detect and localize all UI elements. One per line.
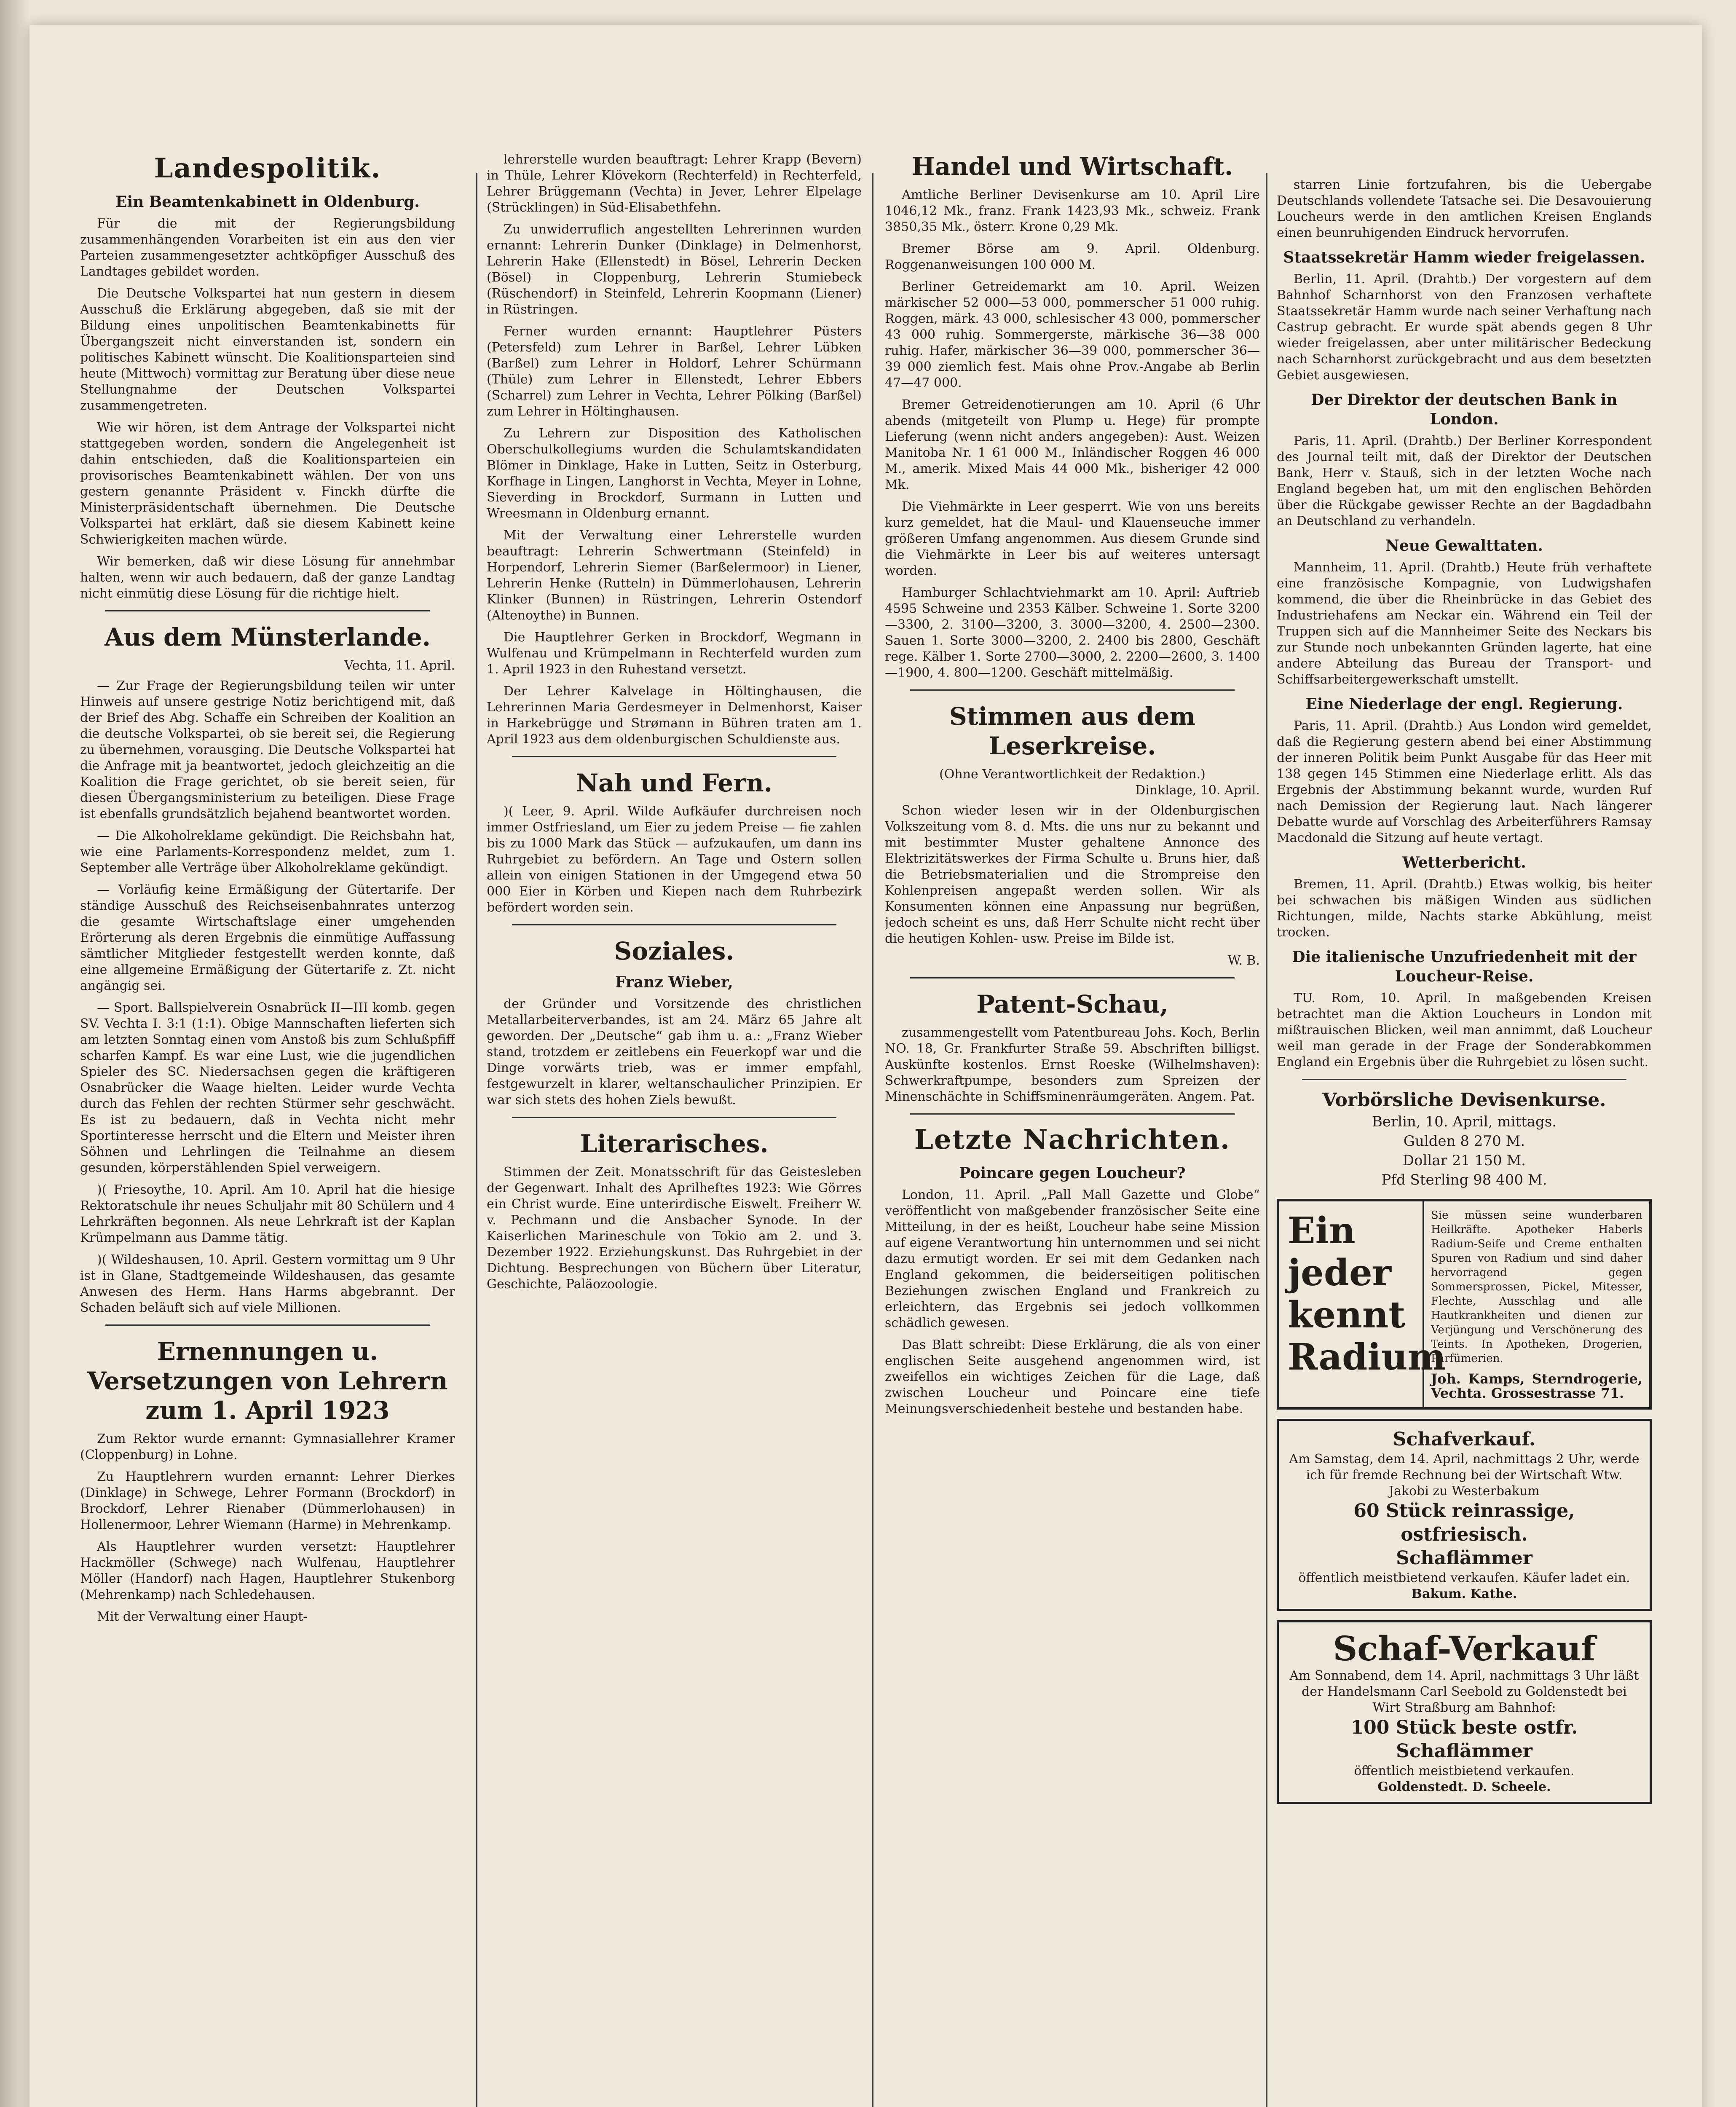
article-paragraph: Mannheim, 11. April. (Drahtb.) Heute früh verhaftete eine französische Kompagnie, von Ludwigshafen kommend, die über die Rheinbrücke in das Gebiet des Industriehafens am Neckar ein. Während ein Teil der Truppen sich auf die Mannheimer Seite des Neckars bis zur Stunde noch unbekannten Gründen lagerte, hat eine andere Abteilung das Bureau der Transport- und Schiffsarbeitergewerkschaft umstellt. — [1277, 560, 1652, 687]
article-paragraph: zusammengestellt vom Patentbureau Johs. Koch, Berlin NO. 18, Gr. Frankfurter Straße 59. Abschriften billigst. Auskünfte kostenlos. Ernst Roeske (Wilhelmshaven): Schwerkraftpumpe, besonders zum Spreizen der Minenschächte in Schiffsminenräumgeräten. Angem. Pat. — [885, 1025, 1260, 1104]
article-paragraph: London, 11. April. „Pall Mall Gazette und Globe“ veröffentlicht von maßgebender französischer Seite eine Mitteilung, in der es heißt, Loucheur habe seine Mission auf eigene Verantwortung hin unternommen und sei nicht dazu ermutigt worden. Er sei mit dem Gedanken nach England gekommen, die beiderseitigen politischen Beziehungen zwischen England und Frankreich zu erleichtern, das Ergebnis sei jedoch vollkommen schädlich gewesen. — [885, 1188, 1260, 1330]
article-paragraph: — Zur Frage der Regierungsbildung teilen wir unter Hinweis auf unsere gestrige Notiz berichtigend mit, daß der Brief des Abg. Schaffe ein Schreiben der Koalition an die deutsche Volkspartei, ob sie bereit sei, die Regierung zu übernehmen, vorausging. Die Deutsche Volkspartei hat die Anfrage mit ja beantwortet, jedoch gleichzeitig an die Koalition die Frage gerichtet, ob sie bereit seien, für diesen Übergangsministerium zu beteiligen. Diese Frage ist ebenfalls grundsätzlich bejahend beantwortet worden. — [80, 678, 455, 821]
article-heading: Der Direktor der deutschen Bank in London. — [1311, 391, 1618, 428]
article-paragraph: Der Lehrer Kalvelage in Höltinghausen, die Lehrerinnen Maria Gerdesmeyer in Delmenhorst, Kaiser in Harkebrügge und Strømann in Bühren traten am 1. April 1923 aus dem oldenburgischen Schuldienste aus. — [487, 684, 862, 747]
article-heading: Eine Niederlage der engl. Regierung. — [1305, 695, 1623, 713]
article-paragraph: )( Leer, 9. April. Wilde Aufkäufer durchreisen noch immer Ostfriesland, um Eier zu jedem Preise — fie zahlen bis zu 1000 Mark das Stück — aufzukaufen, um dann ins Ruhrgebiet zu befördern. An Tage und Ostern sollen allein von einigen Stationen in der Umgegend etwa 50 000 Eier in Körben und Kiepen nach dem Ruhrbezirk befördert worden sein. — [487, 804, 862, 915]
sheep-sale-advertisement-1 — [1277, 1419, 1652, 1611]
article-paragraph: lehrerstelle wurden beauftragt: Lehrer Krapp (Bevern) in Thüle, Lehrer Klövekorn (Rechterfeld) in Rechterfeld, Lehrer Brüggemann (Vechta) in Jever, Lehrer Elpelage (Strücklingen) in Süd-Elisabethfehn. — [487, 152, 862, 215]
sheep-sale-advertisement-2 — [1277, 1620, 1652, 1804]
article-paragraph: der Gründer und Vorsitzende des christlichen Metallarbeiterverbandes, ist am 24. März 65 Jahre alt geworden. Der „Deutsche“ gab ihm u. a.: „Franz Wieber stand, trotzdem er zeitlebens ein Feuerkopf war und die Dinge vorwärts trieb, was er immer empfahl, festgewurzelt in klarer, weltanschaulicher Prinzipien. Er war sich stets des hohen Ziels bewußt. — [487, 997, 862, 1107]
article-subheading: Franz Wieber, — [615, 973, 733, 991]
ad-highlight: 100 Stück beste ostfr. Schaflämmer — [1350, 1717, 1578, 1762]
article-paragraph: Bremer Getreidenotierungen am 10. April (6 Uhr abends (mitgeteilt von Plump u. Hege) für prompte Lieferung (wenn nicht anders angegeben): Aust. Weizen Manitoba Nr. 1 61 000 M., Inländischer Roggen 46 000 M., amerik. Mixed Mais 44 000 Mk., bisheriger 42 000 Mk. — [885, 397, 1260, 492]
article-paragraph: Berliner Getreidemarkt am 10. April. Weizen märkischer 52 000—53 000, pommerscher 51 000 ruhig. Roggen, märk. 43 000, schlesischer 43 000, pommerscher 43 000 ruhig. Sommergerste, märkische 36—38 000 ruhig. Hafer, märkischer 36—39 000, pommerscher 36—39 000 ziemlich fest. Mais ohne Prov.-Angabe ab Berlin 47—47 000. — [885, 279, 1260, 390]
ad-subhighlight: Schaflämmer — [1396, 1547, 1532, 1569]
separator — [1302, 1079, 1626, 1080]
column-1 — [80, 152, 455, 2107]
article-paragraph: Die Hauptlehrer Gerken in Brockdorf, Wegmann in Wulfenau und Krümpelmann in Rechterfeld wurden zum 1. April 1923 in den Ruhestand versetzt. — [487, 630, 862, 677]
radium-ad-shop: Joh. Kamps, Sterndrogerie, Vechta. Grossestrasse 71. — [1431, 1371, 1642, 1401]
separator — [105, 1324, 430, 1326]
ad-text: öffentlich meistbietend verkaufen. Käufer ladet ein. — [1298, 1571, 1630, 1585]
separator — [105, 610, 430, 611]
article-paragraph: Ferner wurden ernannt: Hauptlehrer Püsters (Petersfeld) zum Lehrer in Barßel, Lehrer Lübken (Barßel) zum Lehrer in Holdorf, Lehrer Schürmann (Thüle) zum Lehrer in Ellenstedt, Lehrer Ebbers (Scharrel) zum Lehrer in Vechta, Lehrer Pölking (Barßel) zum Lehrer in Höltinghausen. — [487, 324, 862, 419]
article-paragraph: Das Blatt schreibt: Diese Erklärung, die als von einer englischen Seite ausgehend angenommen wird, ist zweifellos ein wichtiges Zeichen für die Lage, daß zwischen Loucheur und Poincare eine tiefe Meinungsverschiedenheit bestehe und bestanden habe. — [885, 1338, 1260, 1416]
section-heading-literarisches: Literarisches. — [580, 1129, 769, 1158]
exchange-rate-row: Dollar 21 150 M. — [1402, 1152, 1526, 1169]
separator — [512, 756, 836, 757]
radium-advertisement — [1277, 1199, 1652, 1410]
exchange-rate-row: Pfd Sterling 98 400 M. — [1381, 1171, 1547, 1188]
section-heading-leserkreise: Stimmen aus dem Leserkreise. — [949, 702, 1196, 760]
article-heading: Staatssekretär Hamm wieder freigelassen. — [1283, 249, 1645, 266]
signature: W. B. — [1227, 953, 1260, 968]
section-heading-handel: Handel und Wirtschaft. — [911, 152, 1233, 181]
article-paragraph: Zu Lehrern zur Disposition des Katholischen Oberschulkollegiums wurden die Schulamtskandidaten Blömer in Dinklage, Hake in Lutten, Seitz in Osterburg, Korfhage in Lingen, Langhorst in Vechta, Meyer in Lohne, Sieverding in Brockdorf, Surmann in Lutten und Wreesmann in Oldenburg ernannt. — [487, 426, 862, 521]
article-paragraph: Zum Rektor wurde ernannt: Gymnasiallehrer Kramer (Cloppenburg) in Lohne. — [80, 1431, 455, 1462]
column-divider — [872, 173, 873, 2107]
article-paragraph: Wie wir hören, ist dem Antrage der Volkspartei nicht stattgegeben worden, sondern die Angelegenheit ist dahin entschieden, daß die Koalitionsparteien ein provisorisches Beamtenkabinett wählen. Der von uns gestern genannte Präsident v. Finckh dürfte die Ministerpräsidentschaft übernehmen. Die Deutsche Volkspartei hat erklärt, daß sie diesem Kabinett keine Schwierigkeiten machen würde. — [80, 420, 455, 547]
section-heading-nah-und-fern: Nah und Fern. — [576, 769, 772, 797]
section-heading-patent: Patent-Schau, — [976, 990, 1168, 1019]
radium-ad-headline: Ein jeder kennt Radium — [1279, 1201, 1424, 1407]
article-paragraph: Mit der Verwaltung einer Haupt- — [97, 1609, 308, 1624]
article-paragraph: TU. Rom, 10. April. In maßgebenden Kreisen betrachtet man die Aktion Loucheurs in London mit mißtrauischen Blicken, weil man annimmt, daß Loucheur weil man gerade in der Frage der Sonderabkommen England ein Ergebnis über die Ruhrgebiet zu lösen sucht. — [1277, 991, 1652, 1070]
separator — [512, 1117, 836, 1118]
article-paragraph: Stimmen der Zeit. Monatsschrift für das Geistesleben der Gegenwart. Inhalt des Aprilheftes 1923: Wie Görres ein Christ wurde. Eine unterirdische Eiswelt. Freiherr W. v. Pechmann und die Ansbacher Synode. In der Kaiserlichen Marineschule von Tokio am 2. und 3. Dezember 1922. Erziehungskunst. Das Ruhrgebiet in der Dichtung. Besprechungen von Büchern über Literatur, Geschichte, Paläozoologie. — [487, 1165, 862, 1292]
column-divider — [1266, 173, 1267, 2107]
article-paragraph: Für die mit der Regierungsbildung zusammenhängenden Vorarbeiten ist ein aus den vier Parteien zusammengesetzter achtköpfiger Ausschuß des Landtages gebildet worden. — [80, 216, 455, 279]
dateline: Vechta, 11. April. — [344, 658, 455, 673]
article-paragraph: Zu unwiderruflich angestellten Lehrerinnen wurden ernannt: Lehrerin Dunker (Dinklage) in Delmenhorst, Lehrerin Hake (Ellenstedt) in Bösel, Lehrerin Decken (Bösel) in Cloppenburg, Lehrerin Stumiebeck (Rüschendorf) in Steinfeld, Lehrerin Koopmann (Liener) in Rüstringen. — [487, 222, 862, 317]
ad-heading: Schaf-Verkauf — [1333, 1629, 1596, 1668]
exchange-rates-box — [1277, 1088, 1652, 1190]
section-heading-muensterland: Aus dem Münsterlande. — [104, 623, 431, 651]
exchange-rates-date: Berlin, 10. April, mittags. — [1372, 1113, 1557, 1130]
article-paragraph: Schon wieder lesen wir in der Oldenburgischen Volkszeitung vom 8. d. Mts. die uns nur zu bekannt und mit bestimmter Muster gehaltene Annonce des Elektrizitätswerkes der Firma Schulte u. Bruns hier, daß die Betriebsmaterialien und die Strompreise den Kohlenpreisen angepaßt werden sollen. Wir als Konsumenten können eine Anpassung nur begrüßen, jedoch scheint es uns, daß Herr Schulte nicht recht über die heutigen Kohlen- usw. Preise im Bilde ist. — [885, 803, 1260, 946]
article-paragraph: Bremer Börse am 9. April. Oldenburg. Roggenanweisungen 100 000 M. — [885, 241, 1260, 272]
article-paragraph: — Sport. Ballspielverein Osnabrück II—III komb. gegen SV. Vechta I. 3:1 (1:1). Obige Mannschaften lieferten sich am letzten Sonntag einen vom Anstoß bis zum Schlußpfiff scharfen Kampf. Es war eine Lust, wie die jugendlichen Spieler des SC. Niedersachsen gegen die kräftigeren Osnabrücker die Waage hielten. Leider wurde Vechta durch das Fehlen der rechten Stürmer sehr geschwächt. Es ist zu bedauern, daß in Vechta nicht mehr Sportinteresse herrscht und die Eltern und Meister ihren Söhnen und Lehrlingen die Teilnahme an diesem gesunden, körperstählenden Spiel verweigern. — [80, 1000, 455, 1175]
article-paragraph: — Vorläufig keine Ermäßigung der Gütertarife. Der ständige Ausschuß des Reichseisenbahnrates unterzog die gesamte Wirtschaftslage einer umgehenden Erörterung als deren Ergebnis die einmütige Auffassung sämtlicher Mitglieder festgestellt werden konnte, daß eine allgemeine Ermäßigung der Gütertarife z. Zt. nicht angängig sei. — [80, 882, 455, 993]
separator — [910, 977, 1235, 978]
ad-heading: Schafverkauf. — [1393, 1429, 1536, 1450]
article-paragraph: starren Linie fortzufahren, bis die Uebergabe Deutschlands vollendete Tatsache sei. Die Desavouierung Loucheurs werde in den amtlichen Kreisen Englands einen beunruhigenden Eindruck hervorrufen. — [1277, 177, 1652, 240]
article-paragraph: Paris, 11. April. (Drahtb.) Aus London wird gemeldet, daß die Regierung gestern abend bei einer Abstimmung der inneren Politik beim Punkt Ausgabe für das Heer mit 138 gegen 145 Stimmen eine Niederlage erlitt. Als das Ergebnis der Abstimmung bekannt wurde, wurden Ruf nach Demission der Regierung laut. Nach längerer Debatte wurde auf Vorschlag des Arbeiterführers Ramsay Macdonald die Sitzung auf heute vertagt. — [1277, 718, 1652, 845]
article-paragraph: )( Friesoythe, 10. April. Am 10. April hat die hiesige Rektoratschule ihr neues Schuljahr mit 80 Schülern und 4 Lehrkräften begonnen. Als neue Lehrkraft ist der Kaplan Krümpelmann aus Damme tätig. — [80, 1182, 455, 1245]
section-heading-ernennungen: Ernennungen u. Versetzungen von Lehrern zum 1. April 1923 — [87, 1337, 448, 1425]
ad-highlight: 60 Stück reinrassige, ostfriesisch. — [1353, 1500, 1575, 1545]
ad-text: Am Samstag, dem 14. April, nachmittags 2 Uhr, werde ich für fremde Rechnung bei der Wirtschaft Wtw. Jakobi zu Westerbakum — [1289, 1452, 1640, 1498]
exchange-rate-row: Gulden 8 270 M. — [1403, 1133, 1525, 1150]
article-subheading: Ein Beamtenkabinett in Oldenburg. — [115, 193, 420, 211]
exchange-rates-heading: Vorbörsliche Devisenkurse. — [1322, 1089, 1606, 1111]
section-heading-soziales: Soziales. — [614, 937, 734, 965]
ad-signature: Goldenstedt. D. Scheele. — [1377, 1780, 1551, 1794]
article-heading: Neue Gewalttaten. — [1385, 537, 1543, 555]
section-heading-landespolitik: Landespolitik. — [154, 153, 381, 184]
article-paragraph: Die Viehmärkte in Leer gesperrt. Wie von uns bereits kurz gemeldet, hat die Maul- und Klauenseuche immer größeren Umfang angenommen. Aus diesem Grunde sind die Viehmärkte in Leer bis auf weiteres untersagt worden. — [885, 499, 1260, 578]
column-3 — [885, 152, 1260, 2107]
dateline: Dinklage, 10. April. — [1135, 783, 1260, 798]
separator — [910, 689, 1235, 691]
page-binding — [0, 0, 29, 2107]
separator — [910, 1113, 1235, 1115]
column-divider — [476, 173, 477, 2107]
article-paragraph: — Die Alkoholreklame gekündigt. Die Reichsbahn hat, wie eine Parlaments-Korrespondenz meldet, zum 1. September alle Verträge über Alkoholreklame gekündigt. — [80, 828, 455, 875]
newspaper-page — [29, 25, 1702, 2107]
article-heading: Wetterbericht. — [1402, 854, 1526, 871]
article-paragraph: Paris, 11. April. (Drahtb.) Der Berliner Korrespondent des Journal teilt mit, daß der Direktor der Deutschen Bank, Herr v. Stauß, sich in der letzten Woche nach England begeben hat, um mit den englischen Behörden über die Rückgabe gewisser Rechte an der Bagdadbahn an Deutschland zu verhandeln. — [1277, 434, 1652, 528]
article-paragraph: Mit der Verwaltung einer Lehrerstelle wurden beauftragt: Lehrerin Schwertmann (Steinfeld) in Horpendorf, Lehrerin Siemer (Barßelermoor) in Liener, Lehrerin Henke (Rutteln) in Dümmerlohausen, Lehrerin Klinker (Bunnen) in Rüstringen, Lehrerin Ostendorf (Altenoythe) in Bunnen. — [487, 528, 862, 623]
section-heading-letzte-nachrichten: Letzte Nachrichten. — [914, 1124, 1231, 1155]
radium-ad-body — [1424, 1201, 1649, 1407]
radium-ad-text: Sie müssen seine wunderbaren Heilkräfte. Apotheker Haberls Radium-Seife und Creme enthalten Spuren von Radium und sind daher hervorragend gegen Sommersprossen, Pickel, Mitesser, Flechte, Ausschlag und alle Hautkrankheiten und dienen zur Verjüngung und Verschönerung des Teints. In Apotheken, Drogerien, Parfümerien. — [1431, 1209, 1642, 1365]
article-paragraph: )( Wildeshausen, 10. April. Gestern vormittag um 9 Uhr ist in Glane, Stadtgemeinde Wildeshausen, das gesamte Anwesen des Herm. Hans Harms abgebrannt. Der Schaden beläuft sich auf viele Millionen. — [80, 1252, 455, 1315]
article-paragraph: Wir bemerken, daß wir diese Lösung für annehmbar halten, wenn wir auch bedauern, daß der ganze Landtag nicht einmütig diese Lösung für die richtige hielt. — [80, 554, 455, 601]
separator — [512, 924, 836, 925]
column-2 — [487, 152, 862, 2107]
article-heading: Die italienische Unzufriedenheit mit der Loucheur-Reise. — [1292, 948, 1637, 985]
column-4 — [1277, 177, 1652, 2107]
ad-text: Am Sonnabend, dem 14. April, nachmittags 3 Uhr läßt der Handelsmann Carl Seebold zu Goldenstedt bei Wirt Straßburg am Bahnhof: — [1289, 1668, 1639, 1715]
article-paragraph: Als Hauptlehrer wurden versetzt: Hauptlehrer Hackmöller (Schwege) nach Wulfenau, Hauptlehrer Möller (Handorf) nach Hagen, Hauptlehrer Stukenborg (Mehrenkamp) nach Schledehausen. — [80, 1539, 455, 1602]
article-paragraph: Hamburger Schlachtviehmarkt am 10. April: Auftrieb 4595 Schweine und 2353 Kälber. Schweine 1. Sorte 3200—3300, 2. 3100—3200, 3. 3000—3200, 4. 2500—2300. Sauen 1. Sorte 3000—3200, 2. 2400 bis 2800, Geschäft rege. Kälber 1. Sorte 2700—3000, 2. 2200—2600, 3. 1400—1900, 4. 800—1200. Geschäft mittelmäßig. — [885, 585, 1260, 680]
article-paragraph: Die Deutsche Volkspartei hat nun gestern in diesem Ausschuß die Erklärung abgegeben, daß sie mit der Bildung eines unpolitischen Beamtenkabinetts für Übergangszeit nicht einverstanden ist, sondern ein politisches Kabinett wünscht. Die Koalitionsparteien sind heute (Mittwoch) vormittag zur Beratung über diese neue Stellungnahme der Deutschen Volkspartei zusammengetreten. — [80, 286, 455, 413]
article-subheading: Poincare gegen Loucheur? — [959, 1164, 1186, 1182]
editorial-note: (Ohne Verantwortlichkeit der Redaktion.) — [939, 767, 1206, 782]
ad-signature: Bakum. Kathe. — [1411, 1587, 1517, 1601]
ad-text: öffentlich meistbietend verkaufen. — [1354, 1764, 1575, 1778]
article-paragraph: Amtliche Berliner Devisenkurse am 10. April Lire 1046,12 Mk., franz. Frank 1423,93 Mk., schweiz. Frank 3850,35 Mk., österr. Krone 0,29 Mk. — [885, 188, 1260, 234]
article-paragraph: Berlin, 11. April. (Drahtb.) Der vorgestern auf dem Bahnhof Scharnhorst von den Franzosen verhaftete Staatssekretär Hamm wurde nach seiner Verhaftung nach Castrup gebracht. Er wurde spät abends gegen 8 Uhr wieder freigelassen, aber unter militärischer Bedeckung nach Scharnhorst zurückgebracht und aus dem besetzten Gebiet ausgewiesen. — [1277, 272, 1652, 383]
article-paragraph: Bremen, 11. April. (Drahtb.) Etwas wolkig, bis heiter bei schwachen bis mäßigen Winden aus südlichen Richtungen, milde, Nachts starke Abkühlung, meist trocken. — [1277, 877, 1652, 940]
article-paragraph: Zu Hauptlehrern wurden ernannt: Lehrer Dierkes (Dinklage) in Schwege, Lehrer Formann (Brockdorf) in Brockdorf, Lehrer Rienaber (Dümmerlohausen) in Hollenermoor, Lehrer Wiemann (Harme) in Mehrenkamp. — [80, 1469, 455, 1532]
